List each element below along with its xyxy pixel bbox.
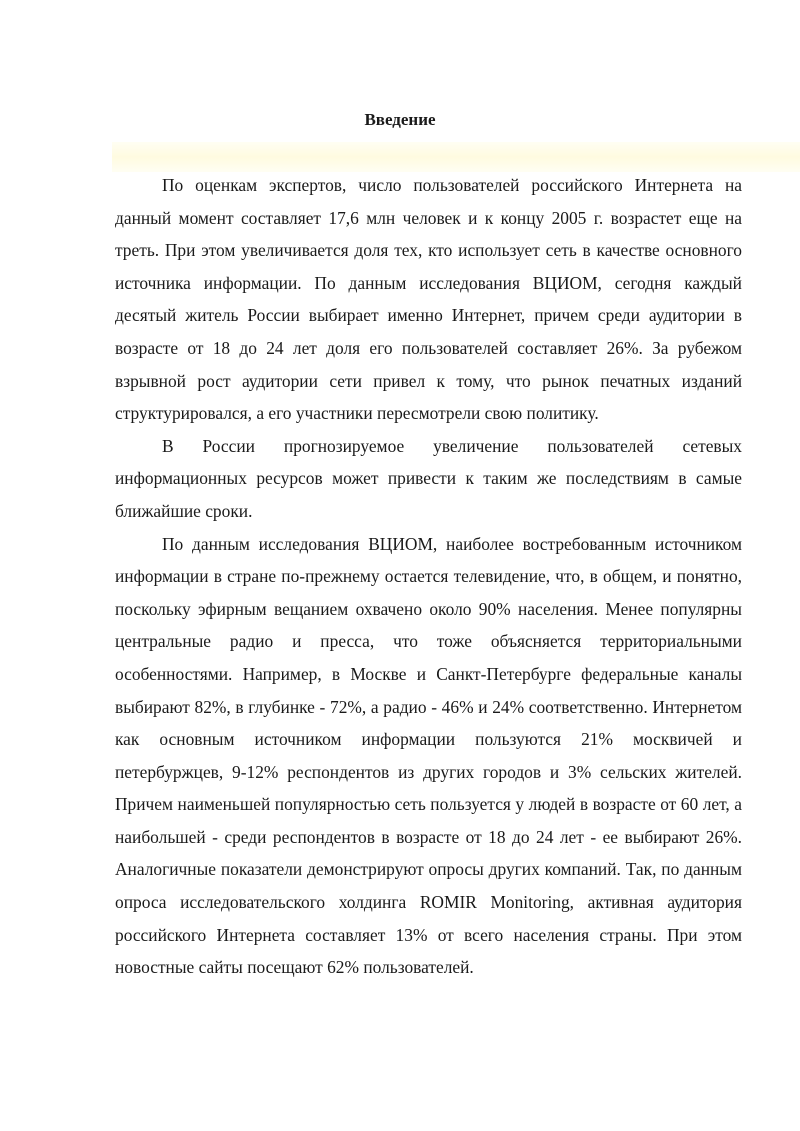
- paragraph-1: По оценкам экспертов, число пользователей российского Интернета на данный момент составляет 17,6 млн человек и к концу 2005 г. возрастет еще на треть. При этом увеличивается доля тех, кто использует сеть в качестве основного источника информации. По данным исследования ВЦИОМ, сегодня каждый десятый житель России выбирает именно Интернет, причем среди аудитории в возрасте от 18 до 24 лет доля его пользователей составляет 26%. За рубежом взрывной рост аудитории сети привел к тому, что рынок печатных изданий структурировался, а его участники пересмотрели свою политику.: [115, 175, 742, 424]
- highlight-band: [112, 142, 800, 172]
- page-title: Введение: [364, 110, 436, 129]
- paragraph-2: В России прогнозируемое увеличение пользователей сетевых информационных ресурсов может привести к таким же последствиям в самые ближайшие сроки.: [115, 435, 742, 521]
- paragraph-3: По данным исследования ВЦИОМ, наиболее востребованным источником информации в стране по-прежнему остается телевидение, что, в общем, и понятно, поскольку эфирным вещанием охвачено около 90% населения. Менее популярны центральные радио и пресса, что тоже объясняется территориальными особенностями. Например, в Москве и Санкт-Петербурге федеральные каналы выбирают 82%, в глубинке - 72%, а радио - 46% и 24% соответственно. Интернетом как основным источником информации пользуются 21% москвичей и петербуржцев, 9-12% респондентов из других городов и 3% сельских жителей. Причем наименьшей популярностью сеть пользуется у людей в возрасте от 60 лет, а наибольшей - среди респондентов в возрасте от 18 до 24 лет - ее выбирают 26%. Аналогичные показатели демонстрируют опросы других компаний. Так, по данным опроса исследовательского холдинга ROMIR Monitoring, активная аудитория российского Интернета составляет 13% от всего населения страны. При этом новостные сайты посещают 62% пользователей.: [115, 533, 742, 978]
- body-text: [115, 169, 742, 984]
